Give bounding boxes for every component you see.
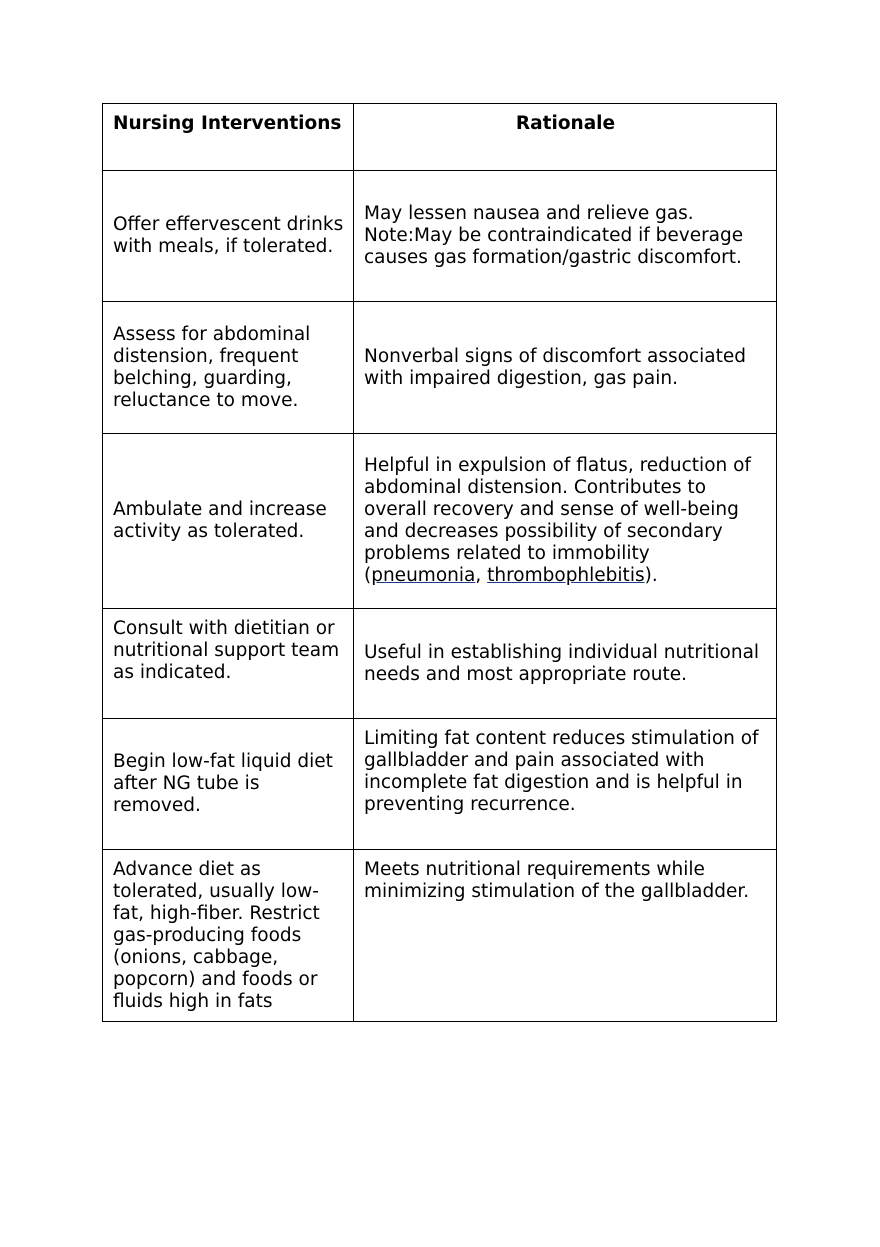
table-row xyxy=(103,171,777,302)
rationale-cell: Useful in establishing individual nutritional needs and most appropriate route. xyxy=(354,609,777,719)
intervention-cell: Advance diet as tolerated, usually low-fat, high-fiber. Restrict gas-producing foods (onions, cabbage, popcorn) and foods or fluids high in fats xyxy=(103,850,354,1022)
rationale-cell xyxy=(354,434,777,609)
rationale-cell: Meets nutritional requirements while minimizing stimulation of the gallbladder. xyxy=(354,850,777,1022)
intervention-cell: Ambulate and increase activity as tolerated. xyxy=(103,434,354,609)
rationale-cell: Limiting fat content reduces stimulation of gallbladder and pain associated with incomplete fat digestion and is helpful in preventing recurrence. xyxy=(354,719,777,850)
nursing-care-table xyxy=(102,103,777,1022)
header-rationale: Rationale xyxy=(354,104,777,171)
pneumonia-link[interactable]: pneumonia xyxy=(371,565,476,586)
table-row xyxy=(103,850,777,1022)
table-header-row xyxy=(103,104,777,171)
rationale-cell: Nonverbal signs of discomfort associated with impaired digestion, gas pain. xyxy=(354,302,777,434)
rationale-text: Helpful in expulsion of flatus, reduction of abdominal distension. Contributes to overall recovery and sense of well-being and decreases possibility of secondary problems related to immobility ( xyxy=(364,455,751,586)
table-row xyxy=(103,302,777,434)
intervention-cell: Offer effervescent drinks with meals, if tolerated. xyxy=(103,171,354,302)
table-row xyxy=(103,609,777,719)
thrombophlebitis-link[interactable]: thrombophlebitis xyxy=(487,565,645,586)
link-separator: , xyxy=(475,565,488,586)
intervention-cell: Consult with dietitian or nutritional support team as indicated. xyxy=(103,609,354,719)
intervention-cell: Begin low-fat liquid diet after NG tube is removed. xyxy=(103,719,354,850)
header-nursing-interventions: Nursing Interventions xyxy=(103,104,354,171)
intervention-cell: Assess for abdominal distension, frequent belching, guarding, reluctance to move. xyxy=(103,302,354,434)
rationale-cell: May lessen nausea and relieve gas. Note:May be contraindicated if beverage causes gas formation/gastric discomfort. xyxy=(354,171,777,302)
table-row xyxy=(103,719,777,850)
rationale-text-end: ). xyxy=(644,565,658,586)
table-row xyxy=(103,434,777,609)
